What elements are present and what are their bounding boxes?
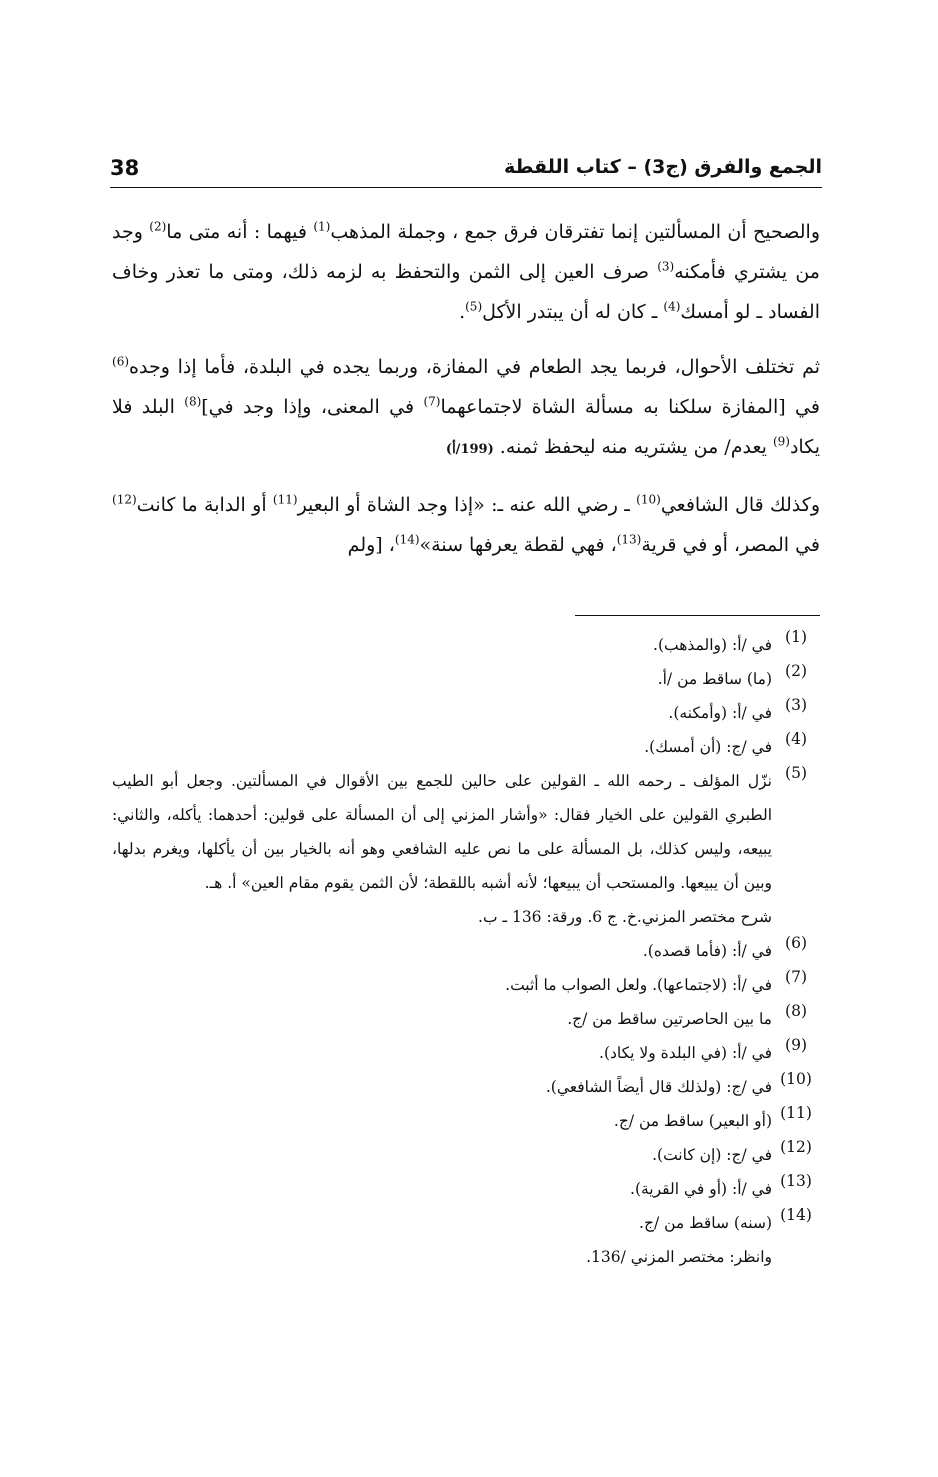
footnote-text: في /أ: (فأما قصده). <box>642 942 772 960</box>
text-run: وكذلك قال الشافعي <box>660 494 821 516</box>
footnote-ref: (5) <box>465 299 483 314</box>
paragraph-1 <box>112 212 820 332</box>
footnote-number: (2) <box>785 662 807 680</box>
text-run: يعدم/ من يشتريه منه ليحفظ ثمنه. <box>499 436 773 458</box>
text-run: في المصر، أو في قرية <box>641 534 820 556</box>
footnote-item <box>112 934 820 968</box>
footnote-number: (1) <box>785 628 807 646</box>
footnote-item <box>112 1002 820 1036</box>
footnote-number: (13) <box>780 1172 812 1190</box>
footnote-ref: (10) <box>636 492 661 507</box>
footnote-item <box>112 1070 820 1104</box>
footnote-text: في /ج: (ولذلك قال أيضاً الشافعي). <box>545 1078 772 1096</box>
footnote-source-line: شرح مختصر المزني.خ. ج 6. ورقة: 136 ـ ب. <box>478 908 772 926</box>
footnote-item <box>112 1104 820 1138</box>
running-title: الجمع والفرق (ج3) – كتاب اللقطة <box>503 156 822 178</box>
text-run: ثم تختلف الأحوال، فربما يجد الطعام في المفازة، وربما يجده في البلدة، فأما إذا وجده <box>129 356 820 378</box>
text-run: ، [ولم <box>347 534 395 556</box>
header-rule <box>110 187 822 188</box>
footnote-number: (10) <box>780 1070 812 1088</box>
footnote-text: في /أ: (أو في القرية). <box>630 1180 772 1198</box>
text-run: البلد فلا يكاد <box>112 396 820 458</box>
text-run: ، فهي لقطة يعرفها سنة» <box>419 534 617 556</box>
footnote-ref: (9) <box>772 434 790 449</box>
footnote-number: (4) <box>785 730 807 748</box>
footnote-ref: (8) <box>184 394 202 409</box>
footnote-item <box>112 1206 820 1240</box>
footnote-number: (9) <box>785 1036 807 1054</box>
footnote-see-also-line: وانظر: مختصر المزني /136. <box>586 1248 772 1266</box>
footnote-number: (6) <box>785 934 807 952</box>
footnote-text: (أو البعير) ساقط من /ج. <box>613 1112 772 1130</box>
footnote-text: في /ج: (أن أمسك). <box>644 738 772 756</box>
footnote-text: في /أ: (في البلدة ولا يكاد). <box>599 1044 772 1062</box>
paragraph-3 <box>112 485 820 565</box>
text-run: صرف العين إلى الثمن والتحفظ به لزمه ذلك، ومتى ما تعذر وخاف الفساد ـ لو أمسك <box>112 261 820 323</box>
footnote-item <box>112 764 820 900</box>
footnote-ref: (12) <box>112 492 137 507</box>
footnote-ref: (2) <box>149 219 167 234</box>
footnote-item <box>112 628 820 662</box>
footnote-ref: (7) <box>423 394 441 409</box>
footnote-text: (ما) ساقط من /أ. <box>657 670 772 688</box>
text-run: . <box>459 301 466 323</box>
text-run: والصحيح أن المسألتين إنما تفترقان فرق جمع ، وجملة المذهب <box>330 221 820 243</box>
text-run: ـ رضي الله عنه ـ: «إذا وجد الشاة أو البعير <box>297 494 637 516</box>
paragraph-2 <box>112 347 820 470</box>
page-number: 38 <box>110 156 140 180</box>
footnote-number: (14) <box>780 1206 812 1224</box>
footnote-item <box>112 968 820 1002</box>
footnote-ref: (4) <box>663 299 681 314</box>
text-run: في المعنى، وإذا وجد في] <box>201 396 424 418</box>
page-header <box>110 152 822 188</box>
footnote-ref: (3) <box>657 259 675 274</box>
footnotes <box>112 628 820 1274</box>
text-run: ـ كان له أن يبتدر الأكل <box>482 301 664 323</box>
main-text <box>112 212 820 580</box>
footnote-item <box>112 696 820 730</box>
footnote-number: (3) <box>785 696 807 714</box>
footnote-separator <box>575 615 820 616</box>
footnote-item <box>112 730 820 764</box>
footnote-text: (سنه) ساقط من /ج. <box>639 1214 772 1232</box>
footnote-number: (5) <box>785 764 807 782</box>
footnote-text: في /أ: (وأمكنه). <box>668 704 772 722</box>
text-run: في [المفازة سلكنا به مسألة الشاة لاجتماعهما <box>440 396 820 418</box>
footnote-number: (8) <box>785 1002 807 1020</box>
footnote-text: ما بين الحاصرتين ساقط من /ج. <box>567 1010 772 1028</box>
footnote-ref: (1) <box>313 219 331 234</box>
footnote-item <box>112 662 820 696</box>
footnote-number: (7) <box>785 968 807 986</box>
footnote-text: في /ج: (إن كانت). <box>652 1146 772 1164</box>
footnote-item <box>112 1172 820 1206</box>
footnote-ref: (11) <box>272 492 298 507</box>
text-run: أو الدابة ما كانت <box>136 494 273 516</box>
text-run: وجد من يشتري فأمكنه <box>112 221 820 283</box>
margin-folio-reference: (199/أ) <box>445 442 494 457</box>
footnote-ref: (6) <box>112 354 130 369</box>
footnote-number: (11) <box>780 1104 812 1122</box>
footnote-item <box>112 1036 820 1070</box>
footnote-item <box>112 1138 820 1172</box>
footnote-number: (12) <box>780 1138 812 1156</box>
footnote-text: في /أ: (لاجتماعها). ولعل الصواب ما أثبت. <box>505 976 772 994</box>
footnote-text: في /أ: (والمذهب). <box>653 636 772 654</box>
footnote-ref: (13) <box>616 532 642 547</box>
footnote-ref: (14) <box>394 532 420 547</box>
text-run: فيهما : أنه متى ما <box>166 221 314 243</box>
footnote-text: نزّل المؤلف ـ رحمه الله ـ القولين على حالين للجمع بين الأقوال في المسألتين. وجعل أبو الطيب الطبري القولين على الخيار فقال: «وأشار المزني إلى أن المسألة على قولين: أحدهما: يأكله، والثاني: يبيعه، وليس كذلك، بل المسألة على ما نص عليه الشافعي وهو أنه بالخيار بين أن يأكلها، ويغرم بدلها، وبين أن يبيعها. والمستحب أن يبيعها؛ لأنه أشبه باللقطة؛ لأن الثمن يقوم مقام العين» أ. هـ. <box>112 772 772 892</box>
